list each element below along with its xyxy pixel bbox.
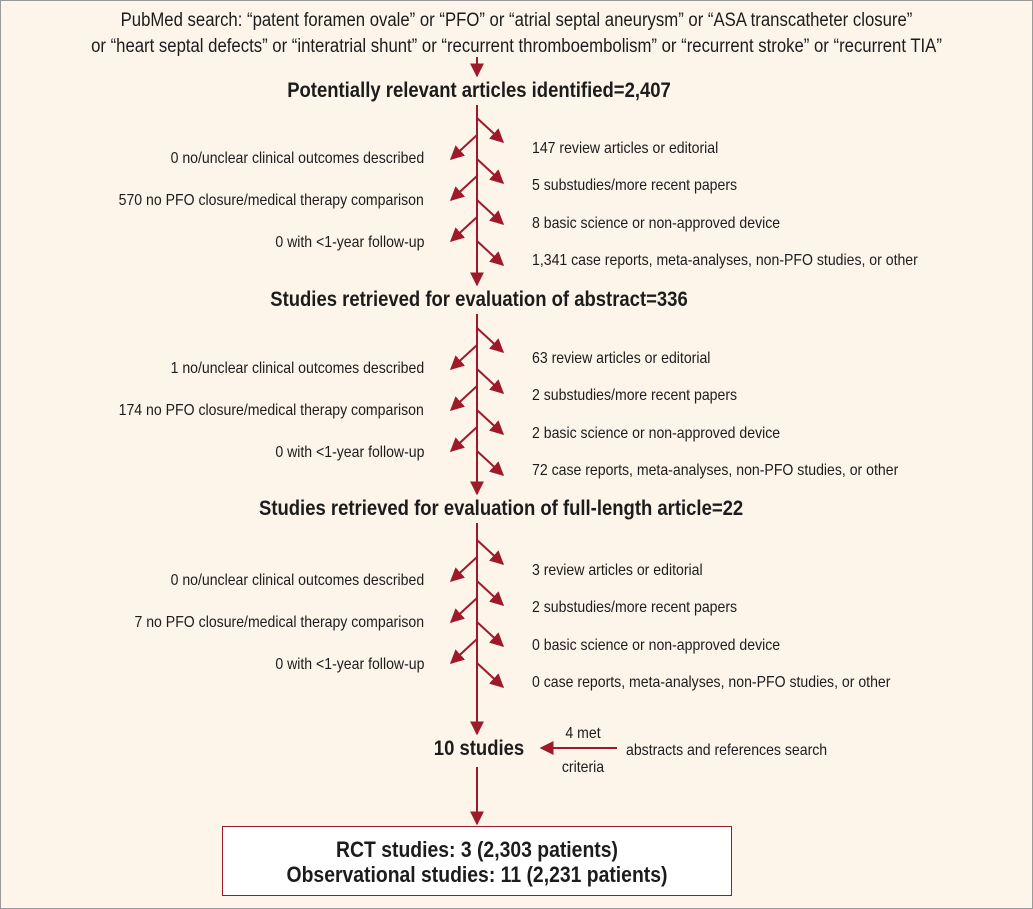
exclusion-right: 2 substudies/more recent papers — [532, 387, 738, 404]
stage-title: Potentially relevant articles identified=2,407 — [287, 79, 671, 102]
exclusion-right: 5 substudies/more recent papers — [532, 177, 738, 194]
exclusion-arrow-left — [451, 427, 477, 451]
exclusion-left: 0 no/unclear clinical outcomes described — [170, 572, 424, 589]
exclusion-right: 2 substudies/more recent papers — [532, 599, 738, 616]
exclusion-right: 147 review articles or editorial — [532, 140, 719, 157]
exclusion-arrow-right — [477, 159, 503, 183]
exclusion-right: 0 basic science or non-approved device — [532, 637, 781, 654]
exclusion-left: 570 no PFO closure/medical therapy comparison — [118, 192, 424, 209]
stage-title: Studies retrieved for evaluation of abstract=336 — [270, 288, 688, 311]
exclusion-arrow-right — [477, 328, 503, 352]
exclusion-arrow-left — [451, 386, 477, 410]
added-label-bottom: criteria — [561, 759, 605, 776]
added-label-top: 4 met — [565, 725, 601, 742]
added-source: abstracts and references search — [626, 742, 828, 759]
exclusion-right: 3 review articles or editorial — [532, 562, 703, 579]
exclusion-arrow-right — [477, 200, 503, 224]
exclusion-arrow-left — [451, 639, 477, 663]
exclusion-right: 1,341 case reports, meta-analyses, non-PFO studies, or other — [532, 252, 918, 269]
exclusion-arrow-left — [451, 176, 477, 200]
exclusion-right: 8 basic science or non-approved device — [532, 215, 781, 232]
exclusion-arrow-left — [451, 217, 477, 241]
exclusion-arrow-left — [451, 598, 477, 622]
exclusion-left: 0 no/unclear clinical outcomes described — [170, 150, 424, 167]
search-query-line-2: or “heart septal defects” or “interatrial shunt” or “recurrent thromboembolism” or “recurrent stroke” or “recurrent TIA” — [91, 36, 942, 57]
exclusion-arrow-right — [477, 410, 503, 434]
exclusion-right: 63 review articles or editorial — [532, 350, 711, 367]
exclusion-arrow-right — [477, 241, 503, 265]
exclusion-arrow-left — [451, 135, 477, 159]
exclusion-left: 174 no PFO closure/medical therapy comparison — [118, 402, 424, 419]
exclusion-arrow-right — [477, 581, 503, 605]
exclusion-left: 1 no/unclear clinical outcomes described — [170, 360, 424, 377]
exclusion-right: 0 case reports, meta-analyses, non-PFO studies, or other — [532, 674, 891, 691]
exclusion-arrow-left — [451, 345, 477, 369]
result-rct: RCT studies: 3 (2,303 patients) — [336, 837, 618, 862]
result-observational: Observational studies: 11 (2,231 patients) — [286, 862, 668, 887]
exclusion-arrow-right — [477, 118, 503, 142]
studies-count: 10 studies — [433, 737, 525, 760]
exclusion-right: 2 basic science or non-approved device — [532, 425, 781, 442]
exclusion-left: 7 no PFO closure/medical therapy comparison — [134, 614, 424, 631]
exclusion-arrow-left — [451, 557, 477, 581]
exclusion-left: 0 with <1-year follow-up — [274, 234, 424, 251]
stage-title: Studies retrieved for evaluation of full-length article=22 — [259, 497, 744, 520]
exclusion-arrow-right — [477, 451, 503, 475]
exclusion-arrow-right — [477, 369, 503, 393]
exclusion-arrow-right — [477, 663, 503, 687]
search-query-line-1: PubMed search: “patent foramen ovale” or “PFO” or “atrial septal aneurysm” or “ASA transcatheter closure” — [120, 10, 913, 31]
exclusion-right: 72 case reports, meta-analyses, non-PFO studies, or other — [532, 462, 899, 479]
result-box — [222, 826, 732, 896]
exclusion-arrow-right — [477, 540, 503, 564]
exclusion-arrow-right — [477, 622, 503, 646]
exclusion-left: 0 with <1-year follow-up — [274, 444, 424, 461]
exclusion-left: 0 with <1-year follow-up — [274, 656, 424, 673]
